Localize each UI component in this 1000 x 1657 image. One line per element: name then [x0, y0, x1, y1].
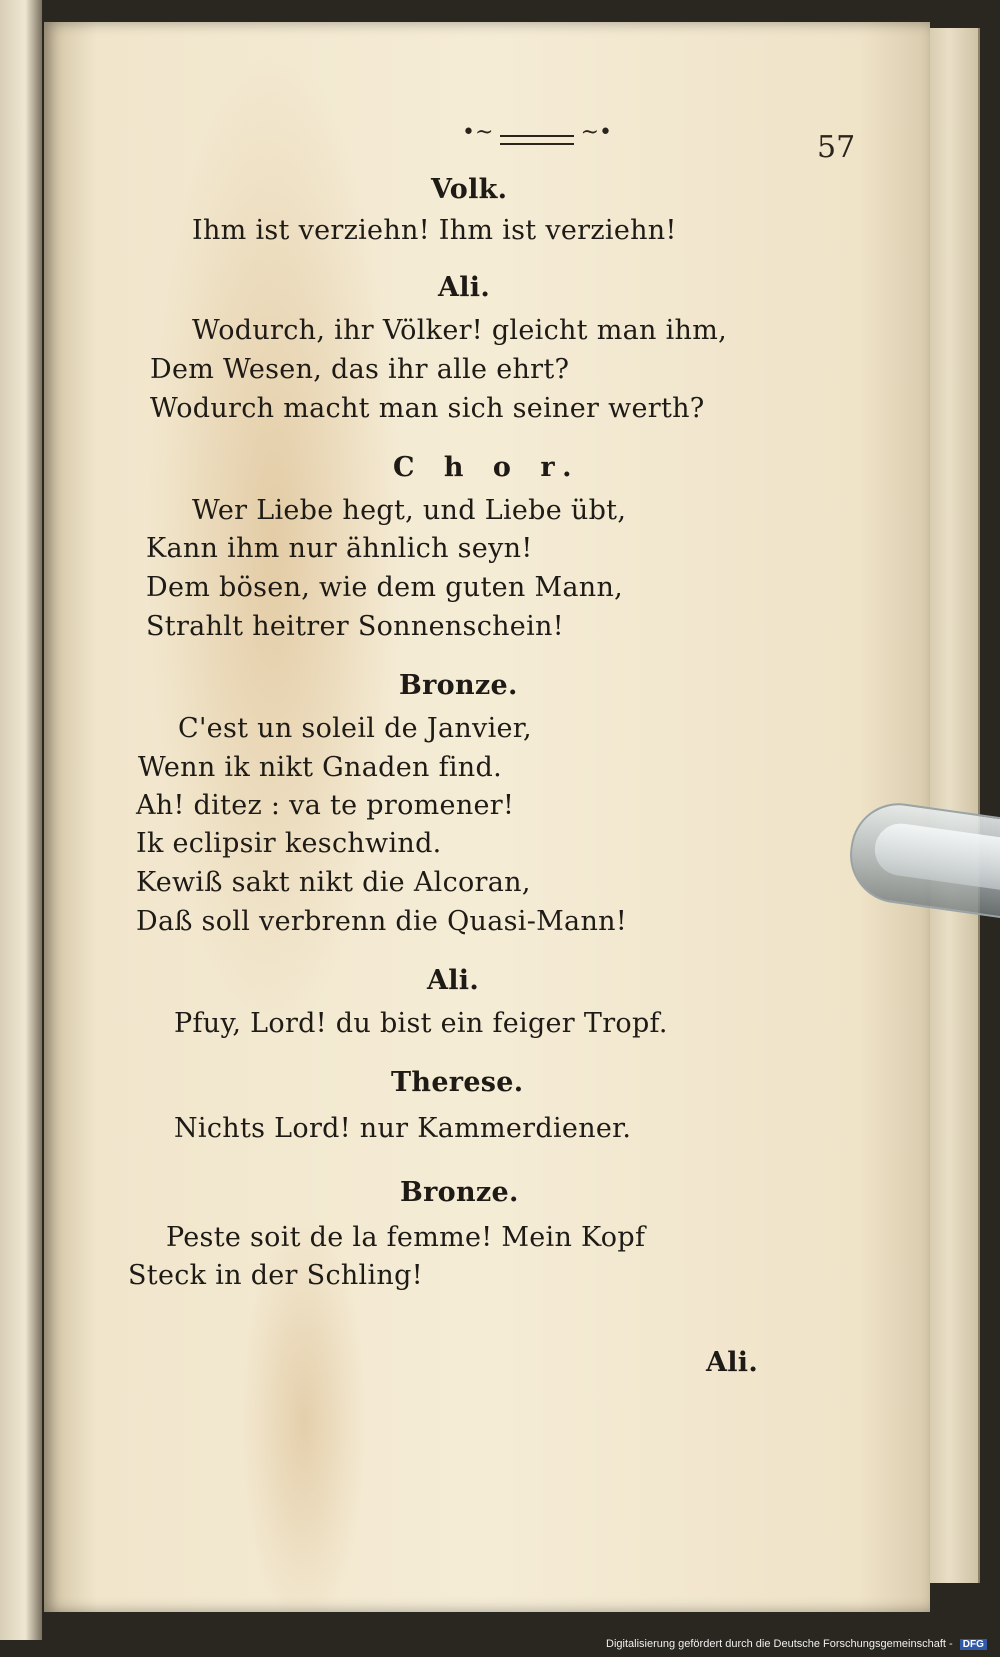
verse-line: Wodurch, ihr Völker! gleicht man ihm,: [192, 315, 727, 346]
book-page: [44, 22, 930, 1612]
ornament-bar: [500, 135, 574, 145]
verse-line: Ah! ditez : va te promener!: [136, 790, 515, 821]
speaker-bronze: Bronze.: [400, 1177, 519, 1208]
verse-line: Ik eclipsir keschwind.: [136, 828, 442, 859]
speaker-chor: C h o r.: [393, 452, 582, 483]
page-number: 57: [817, 130, 856, 165]
verse-line: Kann ihm nur ähnlich seyn!: [146, 533, 533, 564]
speaker-volk: Volk.: [431, 174, 508, 205]
verse-line: Kewiß sakt nikt die Alcoran,: [136, 867, 531, 898]
verse-line: Peste soit de la femme! Mein Kopf: [166, 1222, 646, 1253]
speaker-bronze: Bronze.: [399, 670, 518, 701]
verse-line: Steck in der Schling!: [128, 1260, 423, 1291]
speaker-ali: Ali.: [427, 965, 480, 996]
speaker-ali: Ali.: [438, 272, 491, 303]
ornament-left-icon: •~: [462, 120, 494, 145]
verse-line: Dem bösen, wie dem guten Mann,: [146, 572, 624, 603]
verse-line: Nichts Lord! nur Kammerdiener.: [174, 1113, 632, 1144]
dfg-logo: DFG: [960, 1639, 987, 1650]
catchword: Ali.: [706, 1347, 759, 1378]
verse-line: C'est un soleil de Janvier,: [178, 713, 532, 744]
verse-line: Daß soll verbrenn die Quasi-Mann!: [136, 906, 627, 937]
verse-line: Strahlt heitrer Sonnenschein!: [146, 611, 564, 642]
left-facing-page-edge: [0, 0, 42, 1640]
digitization-credit-text: Digitalisierung gefördert durch die Deutsche Forschungsgemeinschaft -: [606, 1638, 953, 1650]
header-ornament: [462, 120, 612, 150]
ornament-right-icon: ~•: [580, 120, 612, 145]
verse-line: Dem Wesen, das ihr alle ehrt?: [150, 354, 570, 385]
page-stack-edge: [930, 28, 980, 1583]
verse-line: Wer Liebe hegt, und Liebe übt,: [192, 495, 627, 526]
verse-line: Pfuy, Lord! du bist ein feiger Tropf.: [174, 1008, 668, 1039]
verse-line: Wenn ik nikt Gnaden find.: [138, 752, 502, 783]
page-clip-highlight: [872, 820, 1000, 892]
digitization-credit: [606, 1638, 987, 1657]
speaker-therese: Therese.: [391, 1067, 524, 1098]
verse-line: Ihm ist verziehn! Ihm ist verziehn!: [192, 215, 677, 246]
verse-line: Wodurch macht man sich seiner werth?: [150, 393, 705, 424]
